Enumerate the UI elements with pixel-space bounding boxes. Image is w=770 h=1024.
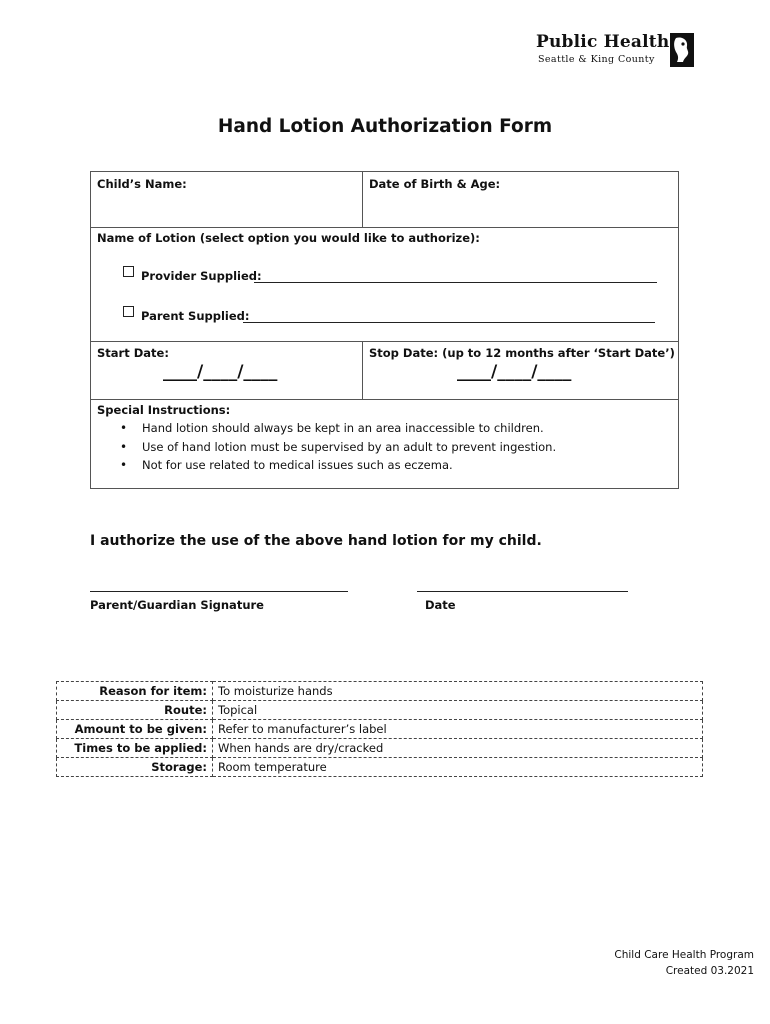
logo-mark-icon [670, 33, 694, 67]
start-date-field[interactable]: ____/____/____ [163, 362, 278, 382]
row-label: Amount to be given: [57, 720, 213, 739]
list-item: • Not for use related to medical issues such as eczema. [113, 456, 556, 475]
divider [362, 341, 363, 399]
divider [362, 172, 363, 227]
row-label: Storage: [57, 758, 213, 777]
parent-supplied-checkbox[interactable] [123, 306, 134, 317]
provider-supplied-label: Provider Supplied: [141, 269, 262, 283]
instructions-list [113, 419, 556, 475]
stop-date-field[interactable]: ____/____/____ [457, 362, 572, 382]
row-label: Route: [57, 701, 213, 720]
divider [91, 227, 678, 228]
list-item: • Use of hand lotion must be supervised by an adult to prevent ingestion. [113, 438, 556, 457]
divider [91, 341, 678, 342]
provider-supplied-field[interactable] [254, 282, 657, 283]
footer-created: Created 03.2021 [665, 965, 754, 977]
public-health-logo [536, 32, 698, 70]
lotion-name-label: Name of Lotion (select option you would like to authorize): [97, 231, 480, 245]
parent-supplied-label: Parent Supplied: [141, 309, 250, 323]
row-value: Topical [213, 701, 703, 720]
guardian-signature-field[interactable] [90, 591, 348, 592]
row-value: Room temperature [213, 758, 703, 777]
row-value: Refer to manufacturer’s label [213, 720, 703, 739]
special-instructions-label: Special Instructions: [97, 403, 231, 417]
divider [91, 399, 678, 400]
child-name-label: Child’s Name: [97, 177, 187, 191]
parent-supplied-field[interactable] [243, 322, 655, 323]
signature-date-label: Date [425, 598, 456, 612]
guardian-signature-label: Parent/Guardian Signature [90, 598, 264, 612]
logo-title: Public Health [536, 32, 670, 52]
table-row [57, 758, 703, 777]
signature-date-field[interactable] [417, 591, 628, 592]
logo-subtitle: Seattle & King County [538, 54, 655, 65]
start-date-label: Start Date: [97, 346, 169, 360]
row-value: To moisturize hands [213, 682, 703, 701]
dob-label: Date of Birth & Age: [369, 177, 501, 191]
row-label: Reason for item: [57, 682, 213, 701]
footer [614, 947, 754, 979]
table-row [57, 720, 703, 739]
stop-date-label: Stop Date: (up to 12 months after ‘Start Date’) [369, 346, 675, 360]
table-row [57, 739, 703, 758]
authorization-statement: I authorize the use of the above hand lotion for my child. [90, 533, 542, 549]
row-label: Times to be applied: [57, 739, 213, 758]
list-item: • Hand lotion should always be kept in an area inaccessible to children. [113, 419, 556, 438]
footer-program: Child Care Health Program [614, 949, 754, 961]
table-row [57, 701, 703, 720]
table-row [57, 682, 703, 701]
dosage-table [56, 681, 703, 777]
row-value: When hands are dry/cracked [213, 739, 703, 758]
authorization-form-box [90, 171, 679, 489]
provider-supplied-checkbox[interactable] [123, 266, 134, 277]
page-title: Hand Lotion Authorization Form [217, 116, 553, 137]
